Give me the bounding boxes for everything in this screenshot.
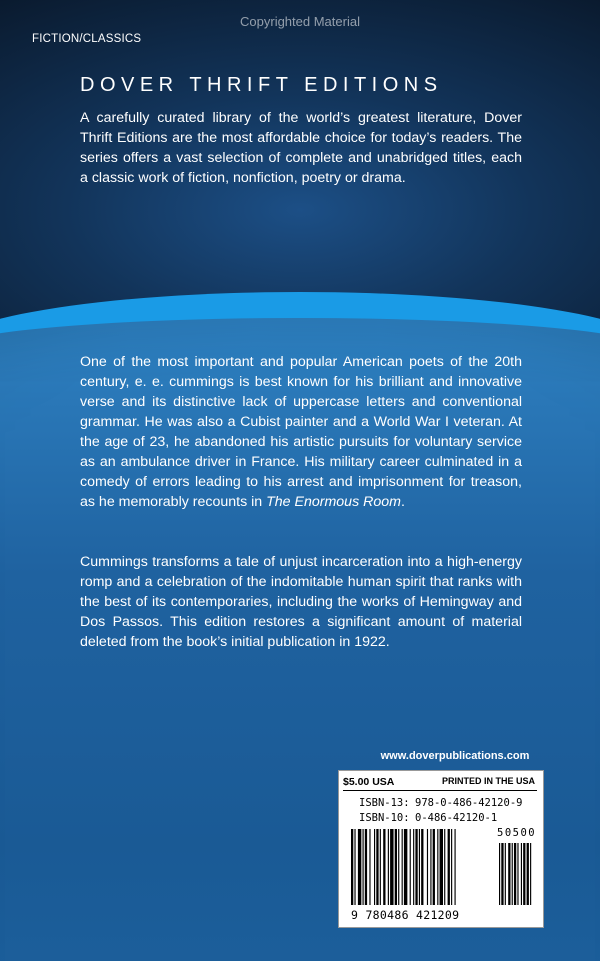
publisher-website: www.doverpublications.com — [380, 750, 530, 762]
blurb-paragraph-1-text: One of the most important and popular American poets of the 20th century, e. e. cummings is best known for his brilliant and innovative verse and its distinctive lack of uppercase letters and conventional grammar. He was also a Cubist painter and a World War I veteran. At the age of 23, he abandoned his artistic pursuits for voluntary service as an ambulance driver in France. His military career culminated in a comedy of errors leading to his arrest and imprisonment for treason, as he memorably recounts in — [80, 354, 522, 510]
isbn13-label: ISBN-13: — [359, 797, 410, 809]
printed-in-label: PRINTED IN THE USA — [441, 776, 535, 786]
barcode-box — [338, 770, 544, 928]
isbn13-value: 978-0-486-42120-9 — [415, 797, 523, 809]
isbn13-row — [359, 797, 522, 809]
blurb-paragraph-1-end: . — [400, 494, 405, 510]
isbn10-value: 0-486-42120-1 — [415, 812, 498, 824]
blurb-paragraph-1 — [80, 352, 522, 512]
barcode-icon — [351, 829, 535, 909]
price-row — [343, 773, 537, 791]
isbn10-label: ISBN-10: — [359, 812, 410, 824]
category-label: FICTION/CLASSICS — [32, 33, 142, 45]
blurb-paragraph-2: Cummings transforms a tale of unjust incarceration into a high-energy romp and a celebration of the indomitable human spirit that ranks with the best of its contemporaries, including the works of Hemingway and Dos Passos. This edition restores a significant amount of material deleted from the book’s initial publication in 1922. — [80, 554, 522, 650]
barcode-addon-digits: 50500 — [497, 827, 537, 839]
barcode-digits: 9 780486 421209 — [351, 908, 460, 922]
series-description: A carefully curated library of the world’s greatest literature, Dover Thrift Editions are the most affordable choice for today’s readers. The series offers a vast selection of complete and unabridged titles, each a classic work of fiction, nonfiction, poetry or drama. — [80, 110, 522, 186]
watermark: Copyrighted Material — [240, 14, 360, 29]
series-title: DOVER THRIFT EDITIONS — [80, 74, 443, 96]
book-title-italic: The Enormous Room — [266, 494, 401, 510]
price-label: $5.00 USA — [343, 776, 395, 788]
isbn10-row — [359, 812, 497, 824]
